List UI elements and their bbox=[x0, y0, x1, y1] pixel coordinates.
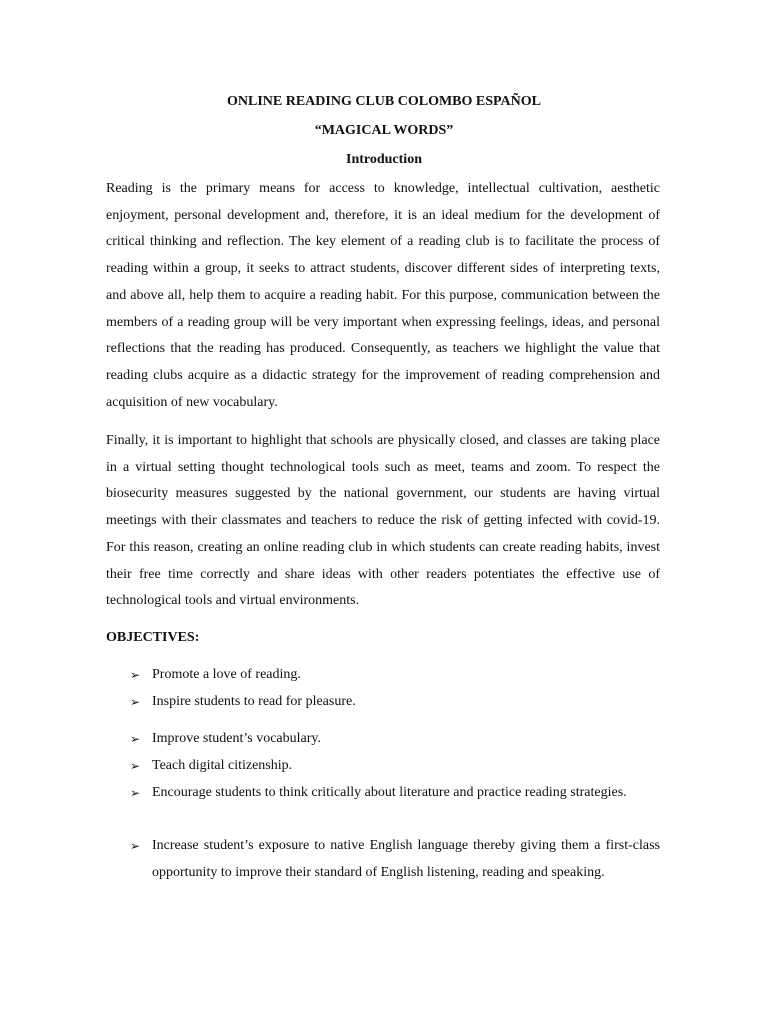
objective-text: Teach digital citizenship. bbox=[152, 758, 293, 773]
introduction-heading: Introduction bbox=[346, 152, 422, 167]
arrow-bullet-icon: ➢ bbox=[130, 786, 141, 800]
arrow-bullet-icon: ➢ bbox=[130, 839, 141, 853]
objective-text: Inspire students to read for pleasure. bbox=[152, 694, 356, 709]
arrow-bullet-icon: ➢ bbox=[130, 732, 141, 746]
arrow-bullet-icon: ➢ bbox=[130, 759, 141, 773]
objective-text: Promote a love of reading. bbox=[152, 667, 301, 682]
arrow-bullet-icon: ➢ bbox=[130, 695, 141, 709]
document-title: ONLINE READING CLUB COLOMBO ESPAÑOL bbox=[226, 94, 541, 109]
objective-text: Improve student’s vocabulary. bbox=[152, 731, 321, 746]
objectives-heading: OBJECTIVES: bbox=[106, 630, 200, 645]
arrow-bullet-icon: ➢ bbox=[130, 668, 141, 682]
introduction-paragraph-2: Finally, it is important to highlight that schools are physically closed, and classes are taking place in a virtual setting thought technological tools such as meet, teams and zoom. To respect the biosecurity measures suggested by the national government, our students are having virtual meetings with their classmates and teachers to reduce the risk of getting infected with covid-19. For this reason, creating an online reading club in which students can create reading habits, invest their free time correctly and share ideas with other readers potentiates the effective use of technological tools and virtual environments. bbox=[106, 433, 660, 609]
objective-text: Encourage students to think critically about literature and practice reading strategies. bbox=[152, 785, 627, 800]
objective-text: Increase student’s exposure to native English language thereby giving them a first-class opportunity to improve their standard of English listening, reading and speaking. bbox=[152, 838, 660, 880]
document-subtitle: “MAGICAL WORDS” bbox=[314, 123, 454, 138]
introduction-paragraph-1: Reading is the primary means for access to knowledge, intellectual cultivation, aesthetic enjoyment, personal development and, therefore, it is an ideal medium for the development of critical thinking and reflection. The key element of a reading club is to facilitate the process of reading within a group, it seeks to attract students, discover different sides of interpreting texts, and above all, help them to acquire a reading habit. For this purpose, communication between the members of a reading group will be very important when expressing feelings, ideas, and personal reflections that the reading has produced. Consequently, as teachers we highlight the value that reading clubs acquire as a didactic strategy for the improvement of reading comprehension and acquisition of new vocabulary. bbox=[106, 181, 660, 410]
